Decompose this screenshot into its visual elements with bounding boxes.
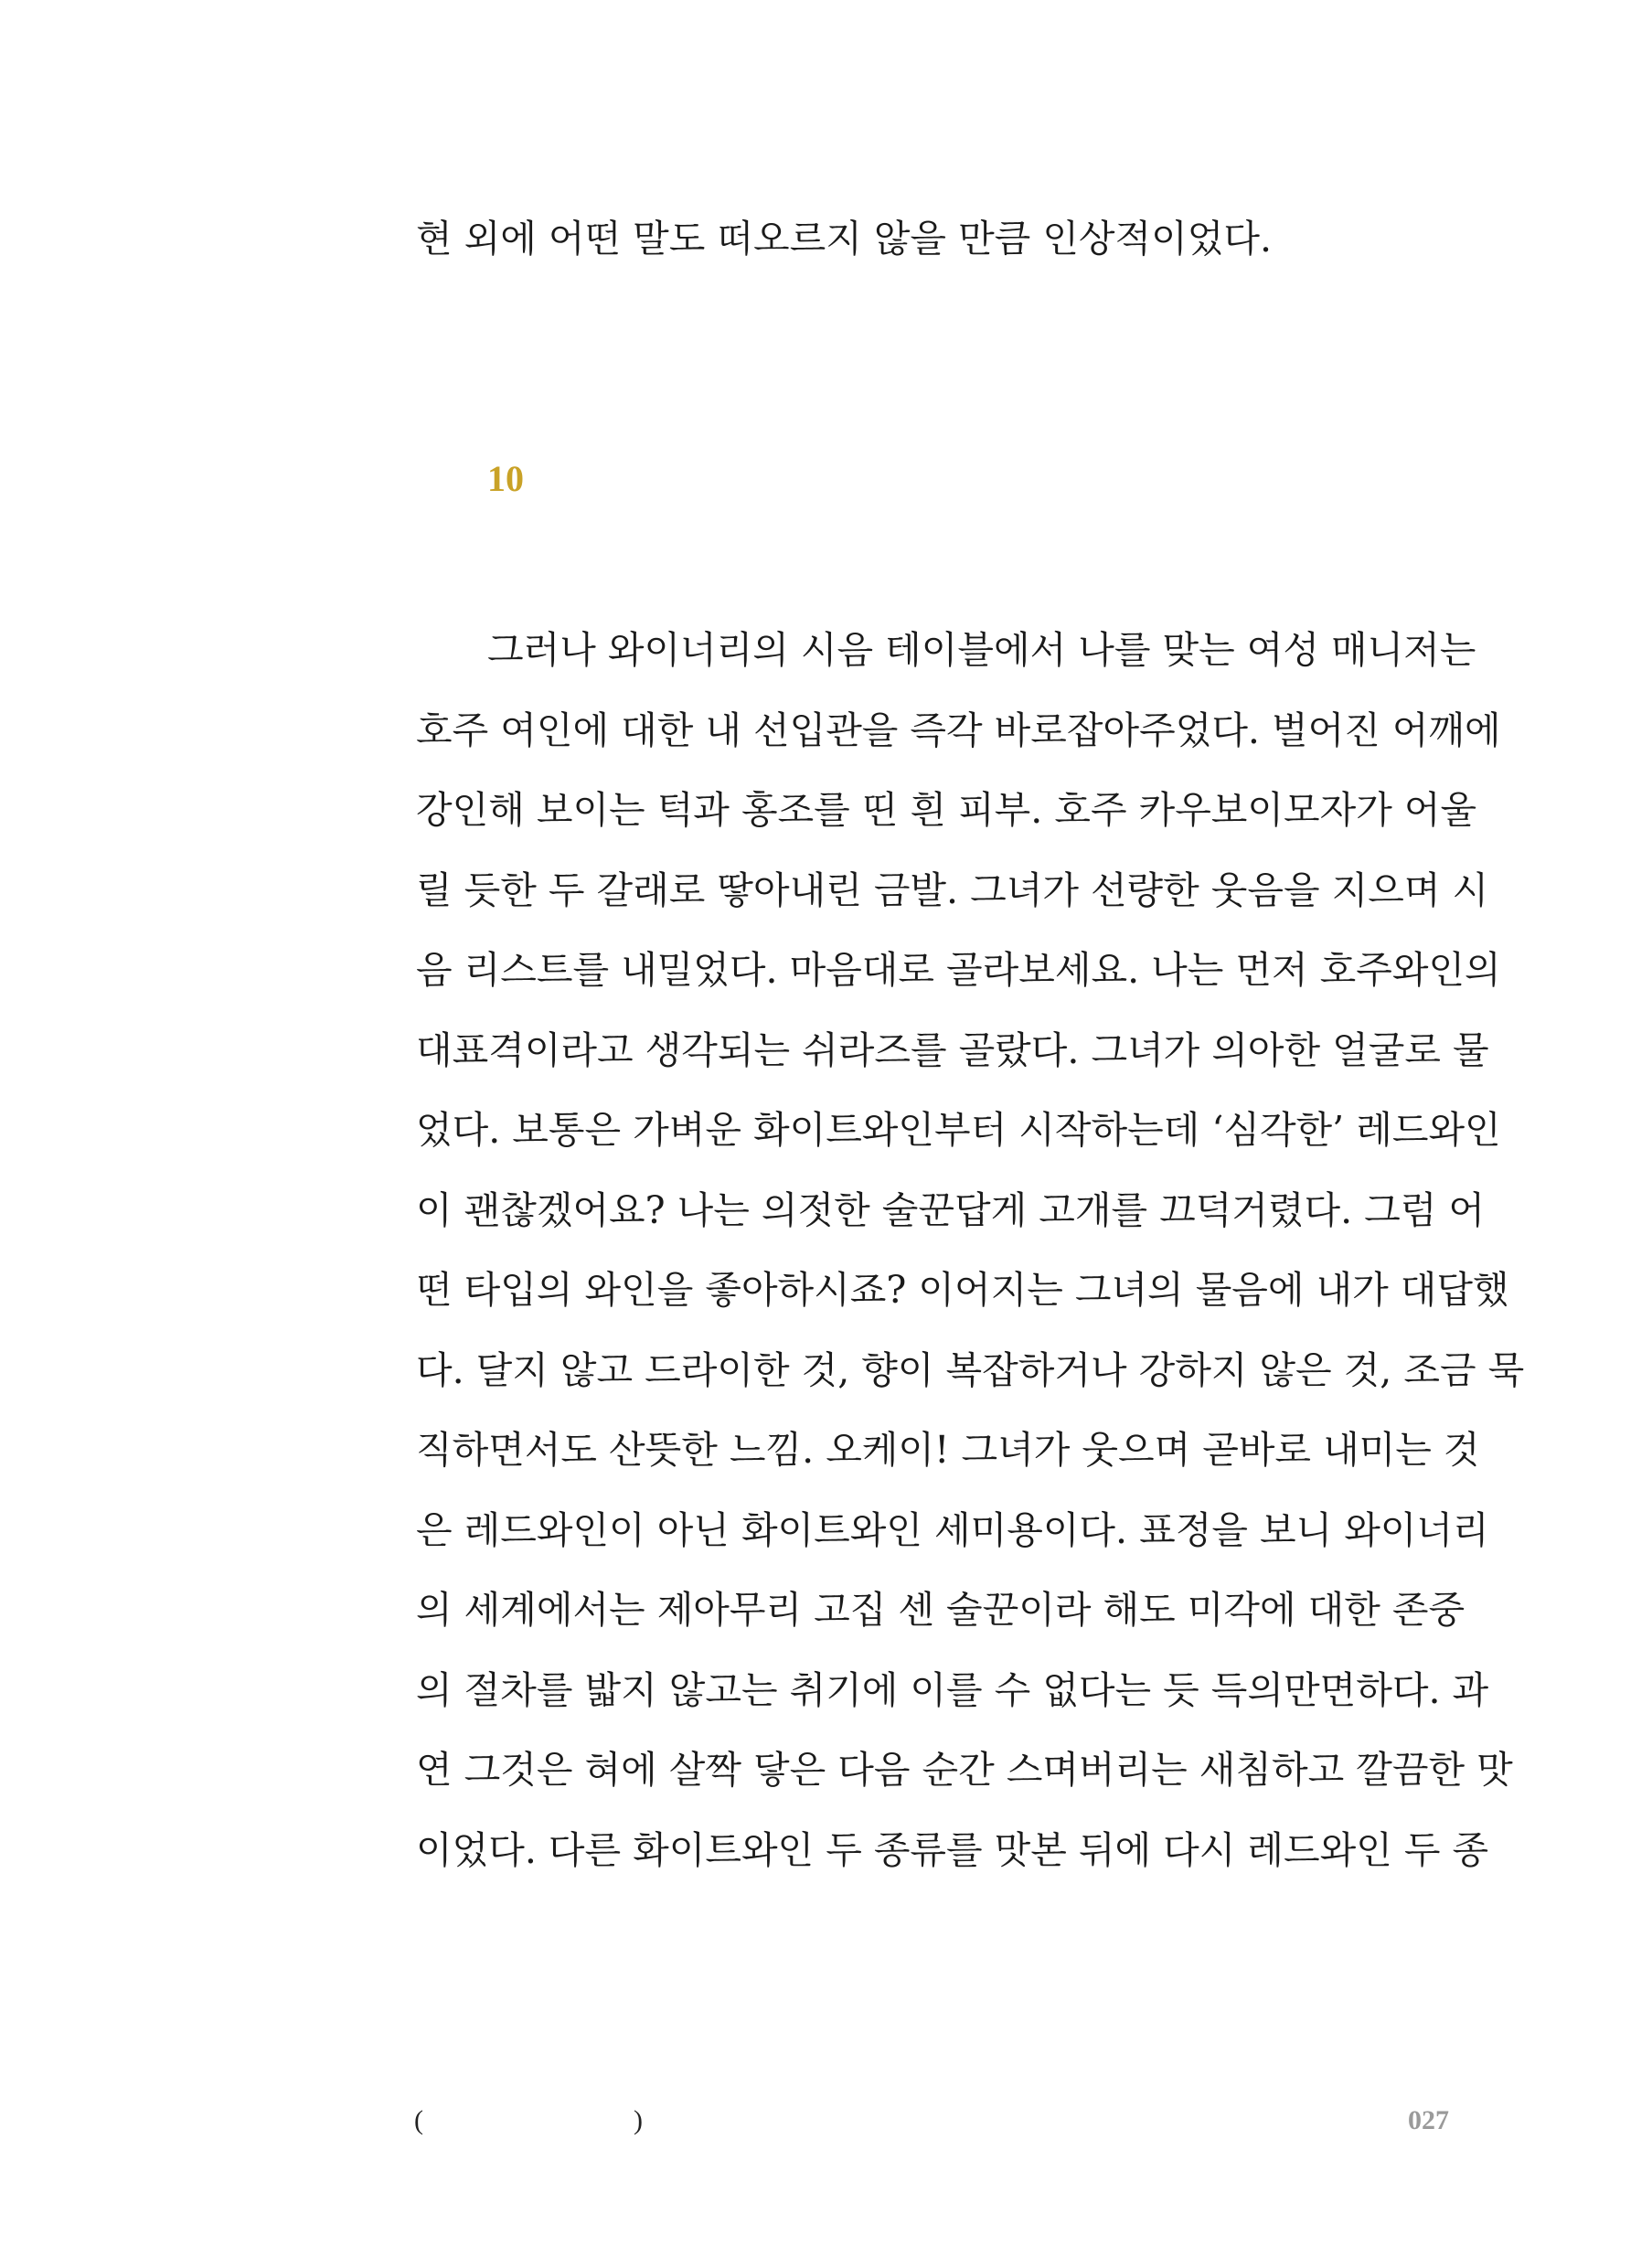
paragraph-line: 의 절차를 밟지 않고는 취기에 이를 수 없다는 듯 득의만면하다. 과 — [416, 1667, 1489, 1712]
continued-text-line: 현 외에 어떤 말도 떠오르지 않을 만큼 인상적이었다. — [416, 217, 1272, 261]
paragraph-line: 연 그것은 혀에 살짝 닿은 다음 순간 스며버리는 새침하고 깔끔한 맛 — [416, 1748, 1513, 1792]
body-paragraph — [416, 611, 1525, 1890]
paragraph-line: 그러나 와이너리의 시음 테이블에서 나를 맞는 여성 매니저는 — [487, 628, 1476, 672]
page-number: 027 — [1408, 2105, 1449, 2135]
paragraph-line: 강인해 보이는 턱과 홍조를 띤 흰 피부. 호주 카우보이모자가 어울 — [416, 788, 1477, 832]
paragraph-line: 다. 달지 않고 드라이한 것, 향이 복잡하거나 강하지 않은 것, 조금 묵 — [416, 1347, 1525, 1392]
paragraph-line: 호주 여인에 대한 내 선입관을 즉각 바로잡아주었다. 벌어진 어깨에 — [416, 708, 1501, 752]
paragraph-line: 의 세계에서는 제아무리 고집 센 술꾼이라 해도 미각에 대한 존중 — [416, 1588, 1465, 1632]
paragraph-line: 었다. 보통은 가벼운 화이트와인부터 시작하는데 ‘심각한’ 레드와인 — [416, 1108, 1501, 1152]
footer-open-paren: ( — [414, 2105, 423, 2135]
paragraph-line: 은 레드와인이 아닌 화이트와인 세미용이다. 표정을 보니 와이너리 — [416, 1507, 1489, 1552]
footer-close-paren: ) — [634, 2105, 643, 2135]
section-number: 10 — [487, 458, 524, 499]
paragraph-line: 음 리스트를 내밀었다. 마음대로 골라보세요. 나는 먼저 호주와인의 — [416, 948, 1501, 992]
paragraph-line: 대표격이라고 생각되는 쉬라즈를 골랐다. 그녀가 의아한 얼굴로 물 — [416, 1027, 1489, 1072]
paragraph-line: 릴 듯한 두 갈래로 땋아내린 금발. 그녀가 선량한 웃음을 지으며 시 — [416, 867, 1489, 912]
running-footer — [414, 2105, 643, 2136]
paragraph-line: 떤 타입의 와인을 좋아하시죠? 이어지는 그녀의 물음에 내가 대답했 — [416, 1268, 1509, 1312]
paragraph-line: 이었다. 다른 화이트와인 두 종류를 맛본 뒤에 다시 레드와인 두 종 — [416, 1827, 1489, 1872]
paragraph-line: 직하면서도 산뜻한 느낌. 오케이! 그녀가 웃으며 곧바로 내미는 것 — [416, 1428, 1480, 1472]
paragraph-line: 이 괜찮겠어요? 나는 의젓한 술꾼답게 고개를 끄덕거렸다. 그럼 어 — [416, 1187, 1486, 1232]
